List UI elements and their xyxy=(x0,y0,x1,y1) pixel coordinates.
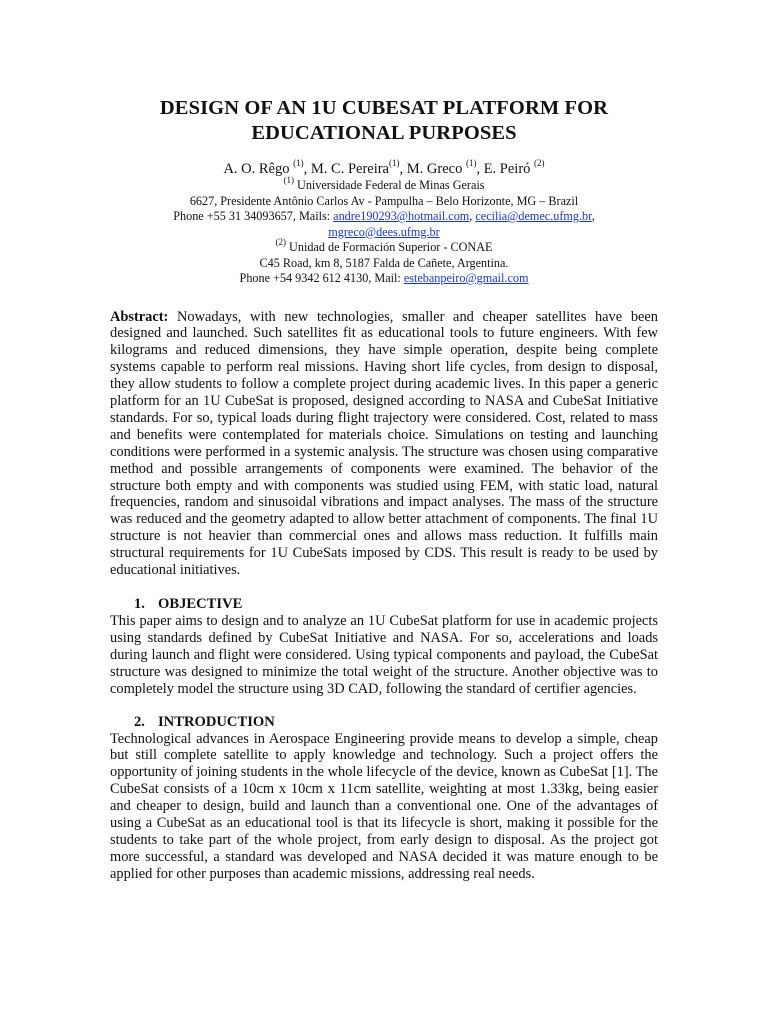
email-separator-1: , xyxy=(469,209,476,223)
affiliation-2-marker: (2) xyxy=(275,236,286,247)
email-link-1[interactable]: andre190293@hotmail.com xyxy=(333,209,470,223)
section-heading-objective xyxy=(110,596,658,613)
author-2-affiliation: (1) xyxy=(389,158,400,169)
author-3-affiliation: (1) xyxy=(465,158,477,169)
section-text-introduction: Technological advances in Aerospace Engineering provide means to develop a simple, cheap but still complete satellite to apply knowledge and technology. Such a project offers the opportunity of joining students in the whole lifecycle of the device, known as CubeSat [1]. The CubeSat consists of a 10cm x 10cm x 11cm satellite, weighting at most 1.33kg, being easier and cheaper to design, build and launch than a conventional one. One of the advantages of using a CubeSat as an educational tool is that its lifecycle is short, making it possible for the students to take part of the whole project, from early design to disposal. As the project got more successful, a standard was developed and NASA decided it was mature enough to be applied for other purposes than academic missions, addressing real needs. xyxy=(110,730,658,882)
email-link-2[interactable]: cecilia@demec.ufmg.br xyxy=(475,209,592,223)
affiliation-1 xyxy=(110,174,658,240)
affiliation-2 xyxy=(110,236,658,287)
affiliation-1-name: Universidade Federal de Minas Gerais xyxy=(293,178,485,192)
email-link-3[interactable]: mgreco@dees.ufmg.br xyxy=(328,224,440,239)
affiliation-2-phone: Phone +54 9342 612 4130, Mail: xyxy=(239,271,404,285)
section-number: 1. xyxy=(134,596,145,612)
title-line-1: DESIGN OF AN 1U CUBESAT PLATFORM FOR xyxy=(159,97,609,119)
paper-title xyxy=(110,0,658,146)
section-text-objective: This paper aims to design and to analyze an 1U CubeSat platform for use in academic projects using standards defined by CubeSat Initiative and NASA. For so, accelerations and loads during launch and flight were considered. Using typical components and payload, the CubeSat structure was designed to minimize the total weight of the structure. Another objective was to completely model the structure using 3D CAD, following the standard of certifier agencies. xyxy=(110,613,658,697)
affiliation-1-marker: (1) xyxy=(283,174,294,185)
affiliation-2-contact xyxy=(110,271,658,287)
author-2: , M. C. Pereira xyxy=(303,161,389,177)
title-line-2: EDUCATIONAL PURPOSES xyxy=(251,122,517,144)
email-separator-2: , xyxy=(591,209,595,223)
author-list xyxy=(110,160,658,178)
section-number: 2. xyxy=(134,713,145,730)
affiliation-1-contact-cont xyxy=(110,225,658,241)
abstract-paragraph xyxy=(110,309,658,580)
affiliation-1-contact xyxy=(110,209,658,225)
affiliation-2-name: Unidad de Formación Superior - CONAE xyxy=(286,240,493,254)
author-1-affiliation: (1) xyxy=(293,158,304,169)
affiliation-1-name-line xyxy=(110,174,658,194)
section-title: OBJECTIVE xyxy=(158,596,243,612)
author-4: , E. Peiró xyxy=(476,161,531,177)
abstract-text: Nowadays, with new technologies, smaller and cheaper satellites have been designed and launched. Such satellites fit as educational tools to future engineers. With few kilograms and reduced dimensions, they have simple operation, despite being complete systems capable to perform real missions. Having short life cycles, from design to disposal, they allow students to follow a complete project during academic lives. In this paper a generic platform for an 1U CubeSat is proposed, designed according to NASA and CubeSat Initiative standards. For so, typical loads during flight trajectory were considered. Cost, related to mass and benefits were contemplated for materials choice. Simulations on testing and launching conditions were performed in a systemic analysis. The structure was chosen using comparative method and possible arrangements of components were examined. The behavior of the structure both empty and with components was studied using FEM, with static load, natural frequencies, random and sinusoidal vibrations and impact analyses. The mass of the structure was reduced and the geometry adapted to allow better attachment of components. The final 1U structure is not heavier than commercial ones and allows mass reduction. It fulfills main structural requirements for 1U CubeSats imposed by CDS. This result is ready to be used by educational initiatives. xyxy=(110,308,658,579)
affiliation-2-name-line xyxy=(110,236,658,256)
abstract-label: Abstract: xyxy=(110,308,169,325)
affiliation-1-address: 6627, Presidente Antônio Carlos Av - Pampulha – Belo Horizonte, MG – Brazil xyxy=(189,193,579,208)
author-4-affiliation: (2) xyxy=(534,158,545,169)
email-link-4[interactable]: estebanpeiro@gmail.com xyxy=(403,271,529,285)
section-heading-introduction xyxy=(110,714,658,731)
affiliation-1-phone: Phone +55 31 34093657, Mails: xyxy=(173,209,334,223)
author-1: A. O. Rêgo xyxy=(223,161,290,177)
paper-body xyxy=(110,309,658,883)
author-3: , M. Greco xyxy=(399,161,463,177)
section-title: INTRODUCTION xyxy=(158,713,275,730)
affiliation-2-address: C45 Road, km 8, 5187 Falda de Cañete, Argentina. xyxy=(259,255,509,270)
